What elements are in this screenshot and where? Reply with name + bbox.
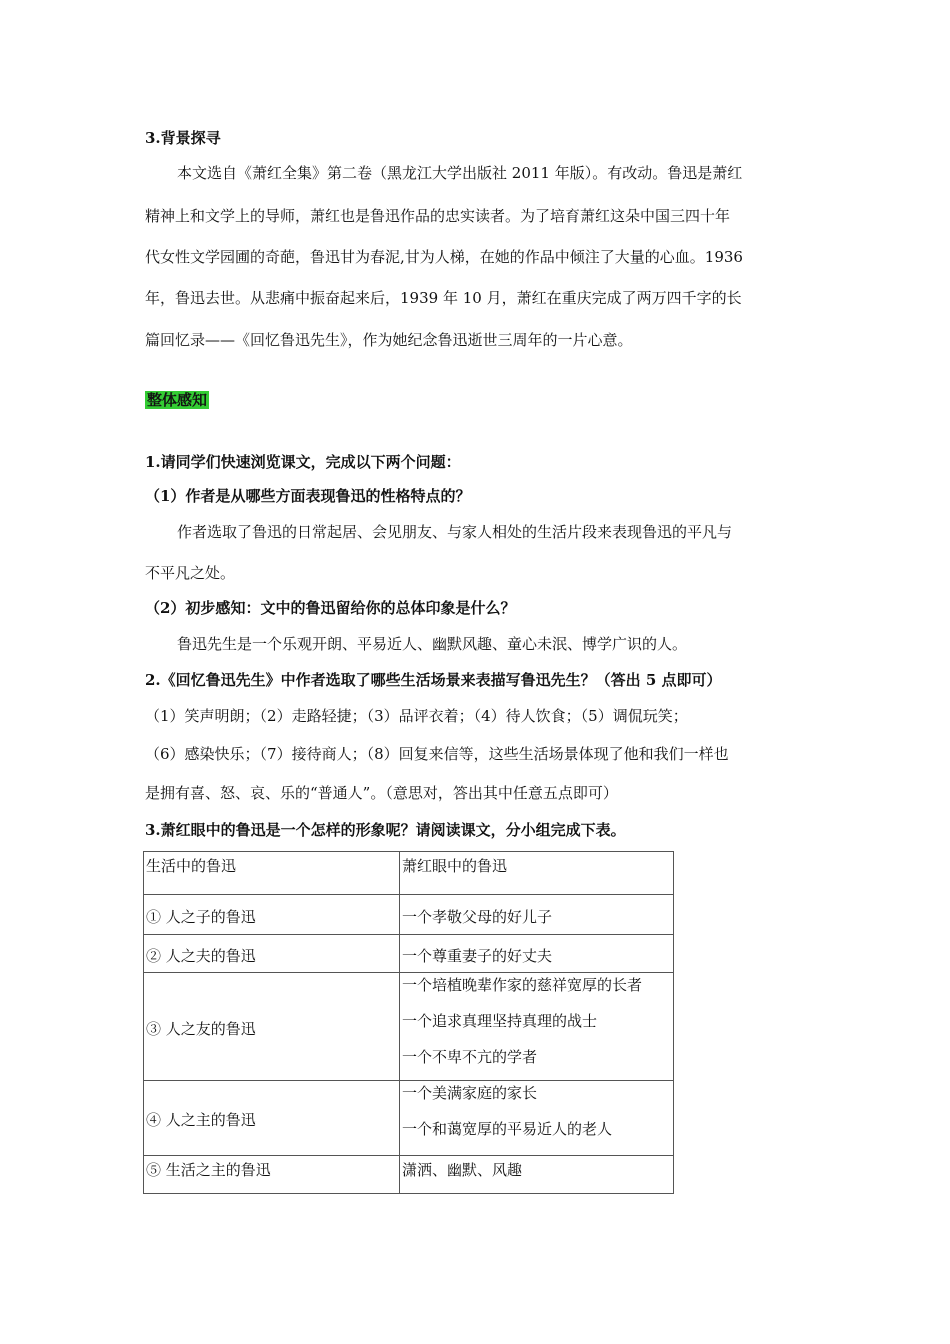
luxun-image-table <box>143 851 674 1194</box>
table-row <box>144 895 674 935</box>
table-cell-line: 一个美满家庭的家长 <box>402 1084 538 1102</box>
table-cell-line: 一个和蔼宽厚的平易近人的老人 <box>402 1120 613 1138</box>
table-cell-image <box>400 1081 674 1156</box>
question-1-1: （1）作者是从哪些方面表现鲁迅的性格特点的？ <box>145 487 471 505</box>
table-row <box>144 1081 674 1156</box>
table-cell-life-role: ③ 人之友的鲁迅 <box>144 973 400 1081</box>
table-header-cell: 萧红眼中的鲁迅 <box>400 852 674 895</box>
answer-2-line: （1）笑声明朗；（2）走路轻捷；（3）品评衣着；（4）待人饮食；（5）调侃玩笑； <box>145 707 688 725</box>
table-header-cell: 生活中的鲁迅 <box>144 852 400 895</box>
background-heading: 3.背景探寻 <box>145 129 221 147</box>
question-3: 3.萧红眼中的鲁迅是一个怎样的形象呢？请阅读课文，分小组完成下表。 <box>145 821 626 839</box>
table-cell-line: 一个培植晚辈作家的慈祥宽厚的长者 <box>402 976 643 994</box>
table-cell-life-role: ② 人之夫的鲁迅 <box>144 935 400 973</box>
background-paragraph-line: 本文选自《萧红全集》第二卷（黑龙江大学出版社 2011 年版）。有改动。鲁迅是萧红 <box>177 164 743 182</box>
background-paragraph-line: 精神上和文学上的导师，萧红也是鲁迅作品的忠实读者。为了培育萧红这朵中国三四十年 <box>145 207 731 225</box>
table-row <box>144 935 674 973</box>
table-cell-image <box>400 973 674 1081</box>
table-cell-life-role: ⑤ 生活之主的鲁迅 <box>144 1156 400 1194</box>
background-paragraph-line: 年，鲁迅去世。从悲痛中振奋起来后，1939 年 10 月，萧红在重庆完成了两万四千字的长 <box>145 289 742 307</box>
table-cell-image <box>400 895 674 935</box>
table-cell-line: 一个追求真理坚持真理的战士 <box>402 1012 598 1030</box>
table-cell-line: 潇洒、幽默、风趣 <box>402 1161 523 1179</box>
table-cell-image <box>400 935 674 973</box>
background-paragraph-line: 篇回忆录——《回忆鲁迅先生》，作为她纪念鲁迅逝世三周年的一片心意。 <box>145 331 633 349</box>
answer-1-2: 鲁迅先生是一个乐观开朗、平易近人、幽默风趣、童心未泯、博学广识的人。 <box>177 635 688 653</box>
table-header-row <box>144 852 674 895</box>
answer-2-line: 是拥有喜、怒、哀、乐的“普通人”。（意思对，答出其中任意五点即可） <box>145 784 618 802</box>
table-cell-image <box>400 1156 674 1194</box>
table-cell-life-role: ④ 人之主的鲁迅 <box>144 1081 400 1156</box>
answer-2-line: （6）感染快乐；（7）接待商人；（8）回复来信等，这些生活场景体现了他和我们一样也 <box>145 745 729 763</box>
answer-1-1-line: 作者选取了鲁迅的日常起居、会见朋友、与家人相处的生活片段来表现鲁迅的平凡与 <box>177 523 733 541</box>
overview-heading-highlight: 整体感知 <box>147 391 208 409</box>
table-cell-line: 一个孝敬父母的好儿子 <box>402 907 553 926</box>
question-1-2: （2）初步感知：文中的鲁迅留给你的总体印象是什么？ <box>145 599 516 617</box>
table-cell-line: 一个尊重妻子的好丈夫 <box>402 946 553 965</box>
question-1: 1.请同学们快速浏览课文，完成以下两个问题： <box>145 453 461 471</box>
table-cell-line: 一个不卑不亢的学者 <box>402 1048 538 1066</box>
question-2: 2.《回忆鲁迅先生》中作者选取了哪些生活场景来表描写鲁迅先生？（答出 5 点即可） <box>145 671 722 689</box>
overview-heading <box>145 390 209 410</box>
table-cell-life-role: ① 人之子的鲁迅 <box>144 895 400 935</box>
table-row <box>144 973 674 1081</box>
answer-1-1-line: 不平凡之处。 <box>145 564 236 582</box>
background-paragraph-line: 代女性文学园圃的奇葩，鲁迅甘为春泥,甘为人梯，在她的作品中倾注了大量的心血。1936 <box>145 248 743 266</box>
table-row <box>144 1156 674 1194</box>
